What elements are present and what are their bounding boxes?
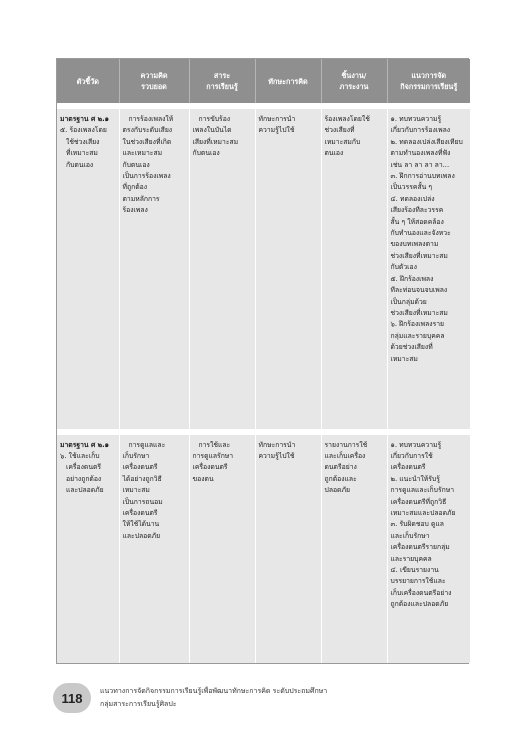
activities-text-line: เกี่ยวกับการร้องเพลง — [390, 126, 451, 135]
header-skills — [255, 59, 321, 106]
concept-text-line: กับตนเอง — [122, 160, 150, 169]
indicator-text-line: มาตรฐาน ศ ๒.๑ — [60, 440, 109, 449]
work-text-line: ถูกต้องและ — [324, 474, 357, 483]
activities-text-line: ๔. เขียนรายงาน — [390, 566, 439, 575]
page-number-badge — [53, 683, 91, 713]
activities-text-line: ของบทเพลงตาม — [390, 240, 439, 249]
concept-text-line: เก็บรักษา — [122, 452, 150, 460]
indicator-text-line: ๕. ร้องเพลงโดย — [60, 126, 107, 135]
indicator-text-line: ใช้ช่วงเสียง — [66, 137, 100, 146]
indicator-text-line: ที่เหมาะสม — [66, 149, 98, 158]
work-text-line: เหมาะสมกับ — [324, 137, 361, 146]
indicator-text-line: อย่างถูกต้อง — [66, 474, 102, 483]
concept-text-line: เหมาะสม — [122, 486, 150, 495]
activities-text-line: กับทำนองและจังหวะ — [390, 229, 451, 238]
skills-text-line: ทักษะการนำ — [258, 115, 296, 123]
content-text-line: เสียงที่เหมาะสม — [192, 137, 239, 146]
activities-text-line: บรรยายการใช้และ — [390, 577, 446, 586]
activities-text-line: ๔. ทดลองเปล่ง — [390, 194, 435, 203]
activities-text-line: ตามทำนองเพลงที่ฟัง — [390, 149, 451, 158]
indicator-text-line: และปลอดภัย — [66, 486, 104, 495]
footer-caption — [100, 685, 460, 711]
activities-text-line: ๓. รับผิดชอบ ดูแล — [390, 520, 444, 529]
content-text-line: กับตนเอง — [192, 149, 220, 158]
activities-text-line: ช่วงเสียงที่เหมาะสม — [390, 308, 448, 317]
skills-text-line: ความรู้ไปใช้ — [258, 126, 295, 135]
concept-text-line: เครื่องดนตรี — [122, 509, 158, 518]
concept-text-line: ในช่วงเสียงที่เกิด — [122, 137, 172, 146]
activities-text-line: ด้วยช่วงเสียงที่ — [390, 343, 433, 352]
header-text-line: ภาระงาน — [339, 82, 369, 91]
activities-text-line: เกี่ยวกับการใช้ — [390, 452, 433, 460]
work-cell — [321, 432, 387, 663]
indicator-text-line: มาตรฐาน ศ ๒.๑ — [60, 115, 109, 123]
activities-text-line: เครื่องดนตรีที่ถูกวิธี — [390, 497, 447, 506]
content-cell — [189, 432, 255, 663]
activities-text-line: ช่วงเสียงที่เหมาะสม — [390, 251, 448, 260]
activities-text-line: ๖. ฝึกร้องเพลงราย — [390, 320, 445, 329]
activities-text-line: เครื่องดนตรี — [390, 463, 426, 472]
table-header-row — [57, 59, 470, 106]
concept-text-line: ตามหลักการ — [122, 194, 160, 203]
concept-text-line: ที่ถูกต้อง — [122, 183, 148, 192]
header-work — [321, 59, 387, 106]
concept-text-line: และเหมาะสม — [122, 149, 163, 158]
header-text-line: การเรียนรู้ — [206, 82, 238, 91]
header-text-line: รวบยอด — [141, 82, 167, 91]
activities-text-line: และเก็บรักษา — [390, 531, 430, 540]
skills-cell — [255, 106, 321, 432]
work-text-line: ปลอดภัย — [324, 486, 350, 495]
activities-text-line: ๒. ทดลองเปล่งเสียงเทียบ — [390, 137, 463, 146]
indicator-cell — [57, 432, 119, 663]
concept-text-line: เป็นการร้องเพลง — [122, 172, 171, 181]
work-text-line: ช่วงเสียงที่ — [324, 126, 355, 135]
activities-text-line: กลุ่มและรายบุคคล — [390, 331, 445, 340]
header-text-line: ตัวชี้วัด — [76, 76, 99, 86]
activities-text-line: เช่น ลา ลา ลา ลา... — [390, 160, 450, 169]
header-text-line: ทักษะการคิด — [268, 76, 308, 86]
activities-cell — [387, 106, 470, 432]
content-text-line: เครื่องดนตรี — [192, 463, 228, 472]
activities-text-line: การดูแลและเก็บรักษา — [390, 486, 455, 495]
table-row — [57, 432, 470, 663]
content-text-line: การดูแลรักษา — [192, 452, 234, 460]
activities-text-line: กับตัวเอง — [390, 263, 417, 272]
work-text-line: ร้องเพลงโดยใช้ — [324, 115, 370, 123]
activities-text-line: เก็บเครื่องดนตรีอย่าง — [390, 588, 452, 597]
curriculum-table — [57, 59, 470, 663]
content-text-line: เพลงในบันได — [192, 126, 232, 135]
work-text-line: รายงานการใช้ — [324, 440, 368, 449]
header-text-line: ความคิด — [140, 71, 168, 80]
activities-text-line: สั้น ๆ ให้สอดคล้อง — [390, 217, 444, 226]
indicator-text-line: กับตนเอง — [66, 160, 94, 169]
content-cell — [189, 106, 255, 432]
header-text-line: กิจกรรมการเรียนรู้ — [400, 82, 458, 91]
activities-text-line: เสียงร้องทีละวรรค — [390, 206, 444, 215]
indicator-text-line: เครื่องดนตรี — [66, 463, 102, 472]
concept-text-line: เครื่องดนตรี — [122, 463, 158, 472]
concept-cell — [119, 106, 189, 432]
indicator-cell — [57, 106, 119, 432]
activities-text-line: ๑. ทบทวนความรู้ — [390, 440, 442, 449]
activities-cell — [387, 432, 470, 663]
activities-text-line: เครื่องดนตรีรายกลุ่ม — [390, 543, 450, 552]
footer-line-2: กลุ่มสาระการเรียนรู้ศิลปะ — [100, 700, 177, 708]
header-activities — [387, 59, 470, 106]
work-text-line: ตนเอง — [324, 149, 344, 158]
activities-text-line: เหมาะสมและปลอดภัย — [390, 509, 456, 518]
indicator-text-line: ๖. ใช้และเก็บ — [60, 452, 100, 460]
skills-text-line: ทักษะการนำ — [258, 440, 296, 449]
concept-text-line: และปลอดภัย — [122, 531, 161, 540]
content-text-line: การขับร้อง — [198, 115, 231, 123]
activities-text-line: ๑. ทบทวนความรู้ — [390, 115, 442, 123]
skills-text-line: ความรู้ไปใช้ — [258, 452, 295, 460]
concept-cell — [119, 432, 189, 663]
concept-text-line: เป็นการถนอม — [122, 497, 163, 506]
footer-line-1: แนวทางการจัดกิจกรรมการเรียนรู้เพื่อพัฒนาทักษะการคิด ระดับประถมศึกษา — [100, 687, 328, 695]
activities-text-line: เหมาะสม — [390, 354, 418, 363]
header-text-line: สาระ — [213, 71, 231, 80]
activities-text-line: ถูกต้องและปลอดภัย — [390, 600, 449, 609]
work-text-line: ดนตรีอย่าง — [324, 463, 357, 472]
header-text-line: ชิ้นงาน/ — [341, 71, 367, 80]
concept-text-line: การร้องเพลงให้ — [128, 115, 174, 123]
activities-text-line: ทีละท่อนจนจบเพลง — [390, 286, 448, 295]
work-text-line: และเก็บเครื่อง — [324, 452, 366, 460]
activities-text-line: ๒. แนะนำให้รับรู้ — [390, 474, 440, 483]
concept-text-line: การดูแลและ — [128, 440, 166, 449]
table-row — [57, 106, 470, 432]
content-text-line: ของตน — [192, 474, 214, 483]
page-number: 118 — [61, 690, 83, 706]
concept-text-line: ได้อย่างถูกวิธี — [122, 474, 162, 483]
activities-text-line: ๓. ฝึกการอ่านบทเพลง — [390, 172, 455, 181]
header-text-line: แนวการจัด — [411, 71, 447, 80]
skills-cell — [255, 432, 321, 663]
activities-text-line: เป็นวรรคสั้น ๆ — [390, 183, 433, 192]
activities-text-line: เป็นกลุ่มด้วย — [390, 297, 427, 306]
activities-text-line: และรายบุคคล — [390, 554, 432, 563]
concept-text-line: ตรงกับระดับเสียง — [122, 126, 173, 135]
concept-text-line: ให้ใช้ได้นาน — [122, 520, 160, 529]
work-cell — [321, 106, 387, 432]
concept-text-line: ร้องเพลง — [122, 206, 148, 215]
header-concept — [119, 59, 189, 106]
header-content — [189, 59, 255, 106]
curriculum-table-container — [56, 58, 469, 664]
activities-text-line: ๕. ฝึกร้องเพลง — [390, 274, 434, 283]
content-text-line: การใช้และ — [198, 440, 231, 449]
header-indicator — [57, 59, 119, 106]
